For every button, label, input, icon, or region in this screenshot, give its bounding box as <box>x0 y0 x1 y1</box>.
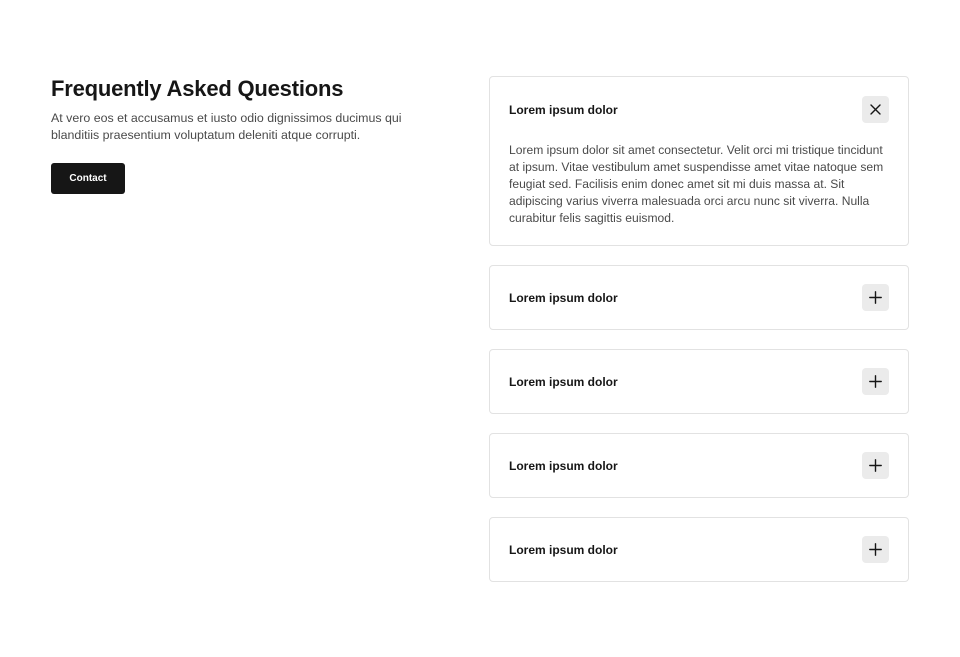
faq-item-header[interactable] <box>509 452 889 479</box>
faq-list <box>489 76 909 601</box>
faq-question: Lorem ipsum dolor <box>509 542 618 557</box>
contact-button[interactable]: Contact <box>51 163 125 194</box>
close-icon <box>870 104 881 115</box>
plus-icon <box>869 291 882 304</box>
faq-item-header[interactable] <box>509 284 889 311</box>
expand-button[interactable] <box>862 452 889 479</box>
faq-item <box>489 265 909 330</box>
expand-button[interactable] <box>862 536 889 563</box>
faq-item-header[interactable] <box>509 368 889 395</box>
page-description: At vero eos et accusamus et iusto odio dignissimos ducimus qui blanditiis praesentium voluptatum deleniti atque corrupti. <box>51 111 402 142</box>
faq-item <box>489 517 909 582</box>
faq-item-header[interactable] <box>509 536 889 563</box>
plus-icon <box>869 459 882 472</box>
faq-question: Lorem ipsum dolor <box>509 374 618 389</box>
faq-question: Lorem ipsum dolor <box>509 290 618 305</box>
faq-answer: Lorem ipsum dolor sit amet consectetur. Velit orci mi tristique tincidunt at ipsum. Vitae vestibulum amet suspendisse amet vitae natoque sem feugiat sed. Facilisis enim donec amet sit mi duis massa at. Sit adipiscing varius viverra malesuada orci arcu nunc sit viverra. Nulla curabitur felis sagittis euismod. <box>509 143 884 225</box>
plus-icon <box>869 375 882 388</box>
faq-item <box>489 433 909 498</box>
plus-icon <box>869 543 882 556</box>
faq-intro <box>51 76 431 194</box>
faq-item <box>489 349 909 414</box>
page-title: Frequently Asked Questions <box>51 76 344 101</box>
expand-button[interactable] <box>862 284 889 311</box>
faq-question: Lorem ipsum dolor <box>509 458 618 473</box>
faq-item-header[interactable] <box>509 96 889 123</box>
faq-item <box>489 76 909 246</box>
faq-question: Lorem ipsum dolor <box>509 102 618 117</box>
collapse-button[interactable] <box>862 96 889 123</box>
expand-button[interactable] <box>862 368 889 395</box>
